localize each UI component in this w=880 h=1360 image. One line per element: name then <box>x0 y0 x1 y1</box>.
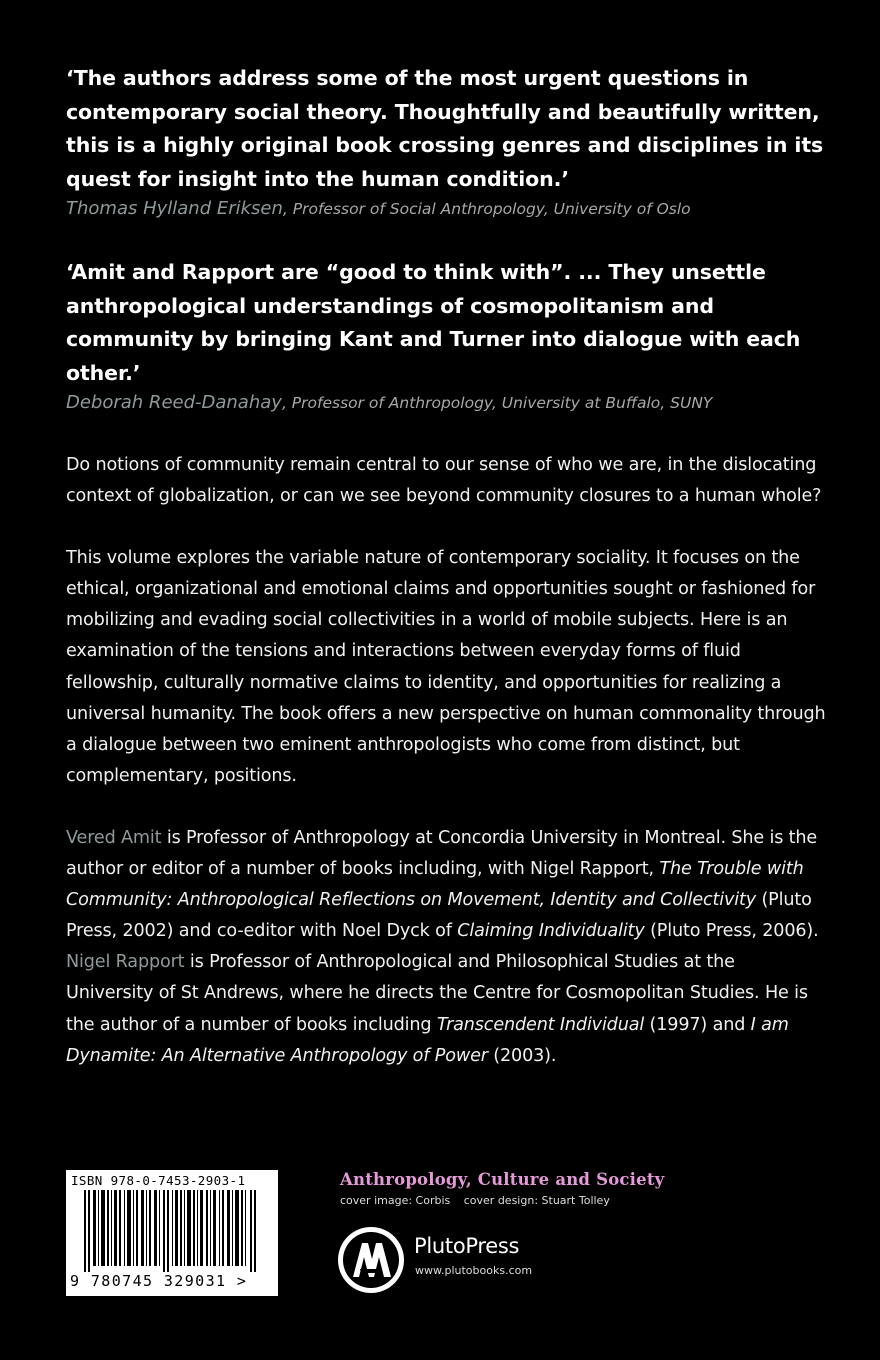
author-name-rapport: Nigel Rapport <box>66 952 185 973</box>
cover-credits <box>340 1194 620 1207</box>
pluto-press-logo-icon <box>336 1225 406 1295</box>
quote-1-author-title: , Professor of Social Anthropology, University of Oslo <box>282 200 691 218</box>
publisher-name: PlutoPress <box>414 1234 520 1258</box>
quote-2-author: Deborah Reed-Danahay <box>66 392 282 413</box>
bio-text: (Pluto Press, 2002) and co-editor with Noel Dyck of <box>66 890 812 942</box>
cover-image-credit: cover image: Corbis <box>340 1194 451 1207</box>
barcode-digits: 9 780745 329031 > <box>70 1272 248 1290</box>
series-title: Anthropology, Culture and Society <box>340 1170 665 1189</box>
publisher-website: www.plutobooks.com <box>415 1264 533 1277</box>
book-title: Transcendent Individual <box>436 1014 645 1035</box>
barcode-bars <box>84 1190 262 1272</box>
description-body: This volume explores the variable nature of contemporary sociality. It focuses on the ethical, organizational and emotional claims and opportunities sought or fashioned for mobilizing and evading social collectivities in a world of mobile subjects. Here is an examination of the tensions and interactions between everyday forms of fluid fellowship, culturally normative claims to identity, and opportunities for realizing a universal humanity. The book offers a new perspective on human commonality through a dialogue between two eminent anthropologists who come from distinct, but complementary, positions. <box>66 548 826 786</box>
quote-2-attribution <box>66 390 826 416</box>
bio-text: (1997) and <box>644 1014 751 1035</box>
back-cover-text <box>66 62 826 1072</box>
book-title: Claiming Individuality <box>457 921 645 942</box>
quote-1: ‘The authors address some of the most urgent questions in contemporary social theory. Thoughtfully and beautifully written, this is a highly original book crossing genres and disciplines in its quest for insight into the human condition.’ <box>66 66 824 191</box>
quote-1-author: Thomas Hylland Eriksen <box>66 198 283 219</box>
barcode <box>66 1170 278 1296</box>
quote-1-attribution <box>66 196 826 222</box>
isbn-label: ISBN 978-0-7453-2903-1 <box>71 1173 246 1188</box>
book-title: I am Dynamite: An Alternative Anthropology of Power <box>66 1014 789 1066</box>
cover-design-credit: cover design: Stuart Tolley <box>463 1194 610 1207</box>
author-name-amit: Vered Amit <box>66 827 162 848</box>
bio-text: (2003). <box>487 1045 557 1066</box>
description-intro: Do notions of community remain central to our sense of who we are, in the dislocating context of globalization, or can we see beyond community closures to a human whole? <box>66 455 822 507</box>
author-bios <box>66 823 826 1072</box>
quote-2-author-title: , Professor of Anthropology, University at Buffalo, SUNY <box>281 394 713 412</box>
bio-text: is Professor of Anthropology at Concordia University in Montreal. She is the author or editor of a number of books including, with Nigel Rapport, <box>66 827 818 880</box>
bio-text: (Pluto Press, 2006). <box>644 921 819 942</box>
bio-text: is Professor of Anthropological and Philosophical Studies at the University of St Andrews, where he directs the Centre for Cosmopolitan Studies. He is the author of a number of books including <box>66 952 808 1035</box>
quote-2: ‘Amit and Rapport are “good to think with”. ... They unsettle anthropological understandings of cosmopolitanism and community by bringing Kant and Turner into dialogue with each other.’ <box>66 260 801 385</box>
book-title: The Trouble with Community: Anthropological Reflections on Movement, Identity and Collectivity <box>66 859 804 911</box>
